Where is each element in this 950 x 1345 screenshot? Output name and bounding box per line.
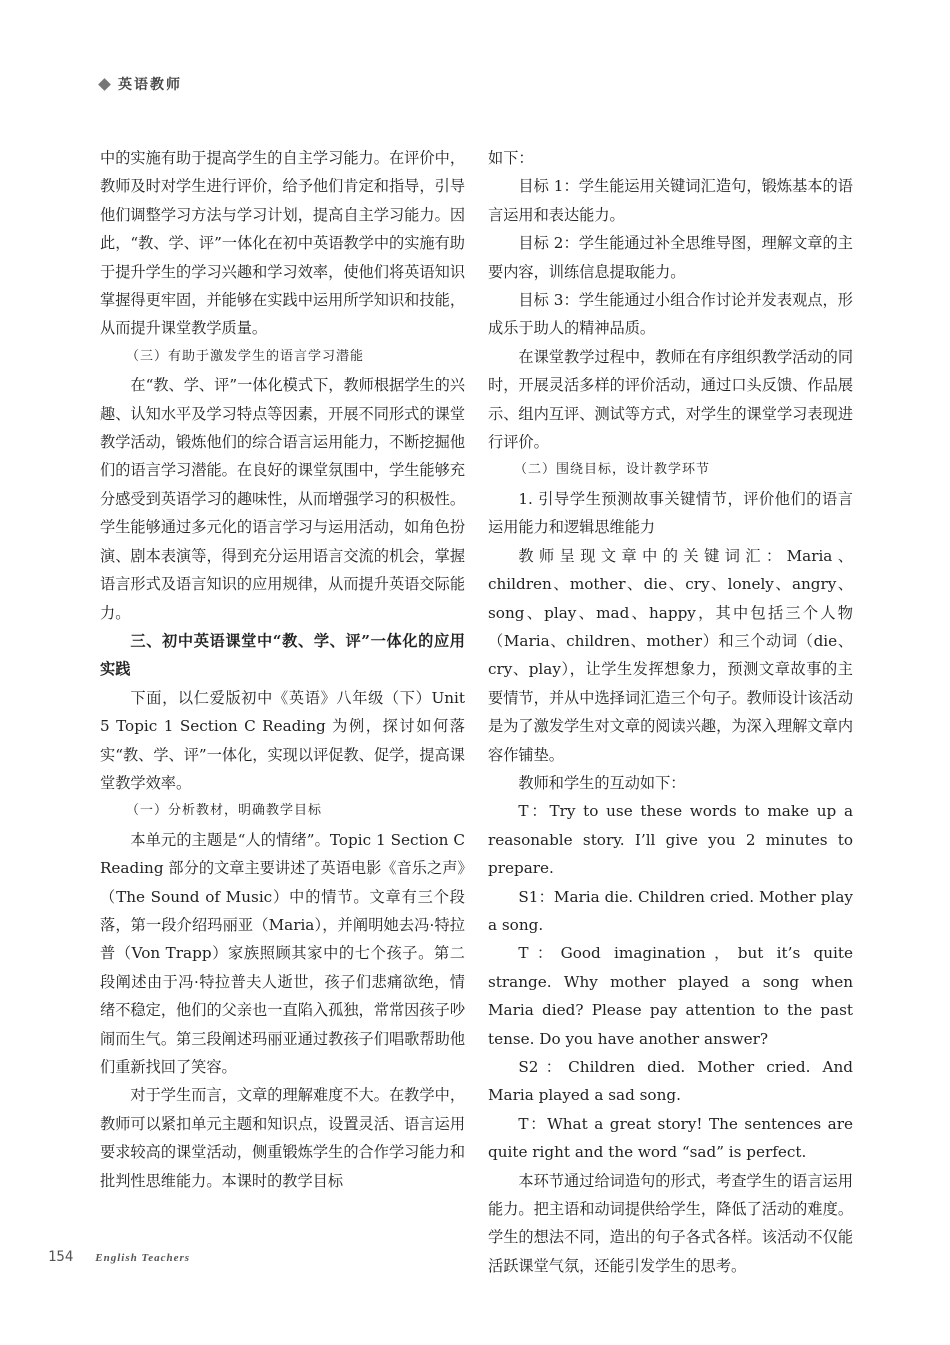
paragraph: 教师呈现文章中的关键词汇：Maria、children、mother、die、cry、lonely、angry、song、play、mad、happy，其中包括三个人物（Maria、children、mother）和三个动词（die、cry、play），让学生发挥想象力，预测文章故事的主要情节，并从中选择词汇造三个句子。教师设计该活动是为了激发学生对文章的阅读兴趣，为深入理解文章内容作铺垫。 xyxy=(488,546,853,764)
paragraph: 下面，以仁爱版初中《英语》八年级（下）Unit 5 Topic 1 Section C Reading 为例，探讨如何落实“教、学、评”一体化，实现以评促教、促学，提高课堂教学效率。 xyxy=(100,688,465,792)
dialogue-line: T：What a great story! The sentences are quite right and the word “sad” is perfect. xyxy=(488,1114,853,1162)
diamond-icon xyxy=(98,78,111,91)
page-number: 154 xyxy=(48,1249,74,1265)
paragraph: 本单元的主题是“人的情绪”。Topic 1 Section C Reading 部分的文章主要讲述了英语电影《音乐之声》（The Sound of Music）中的情节。文章有三个段落，第一段介绍玛丽亚（Maria），并阐明她去冯·特拉普（Von Trapp）家族照顾其家中的七个孩子。第二段阐述由于冯·特拉普夫人逝世，孩子们悲痛欲绝，情绪不稳定，他们的父亲也一直陷入孤独，常常因孩子吵闹而生气。第三段阐述玛丽亚通过教孩子们唱歌帮助他们重新找回了笑容。 xyxy=(100,830,465,1076)
right-column xyxy=(488,144,853,1280)
dialogue-line: T：Try to use these words to make up a reasonable story. I’ll give you 2 minutes to prepare. xyxy=(488,802,853,878)
section-subheading: （三）有助于激发学生的语言学习潜能 xyxy=(126,348,365,364)
objective-paragraph: 目标 3：学生能通过小组合作讨论并发表观点，形成乐于助人的精神品质。 xyxy=(488,291,853,338)
running-header xyxy=(100,74,182,94)
paragraph: 对于学生而言，文章的理解难度不大。在教学中，教师可以紧扣单元主题和知识点，设置灵活、语言运用要求较高的课堂活动，侧重锻炼学生的合作学习能力和批判性思维能力。本课时的教学目标 xyxy=(100,1086,465,1190)
section-subheading: （二）围绕目标，设计教学环节 xyxy=(514,462,711,478)
objective-paragraph: 目标 2：学生能通过补全思维导图，理解文章的主要内容，训练信息提取能力。 xyxy=(488,234,853,281)
paragraph: 教师和学生的互动如下： xyxy=(518,773,686,792)
left-column xyxy=(100,144,465,1195)
journal-name-en: English Teachers xyxy=(95,1252,191,1264)
paragraph: 1. 引导学生预测故事关键情节，评价他们的语言运用能力和逻辑思维能力 xyxy=(488,489,853,537)
dialogue-line: T：Good imagination，but it’s quite strange. Why mother played a song when Maria died? Please pay attention to the past tense. Do you have another answer? xyxy=(488,944,853,1048)
dialogue-line: S1：Maria die. Children cried. Mother play a song. xyxy=(488,887,853,934)
objective-paragraph: 目标 1：学生能运用关键词汇造句，锻炼基本的语言运用和表达能力。 xyxy=(488,177,853,224)
dialogue-line: S2：Children died. Mother cried. And Maria played a sad song. xyxy=(488,1058,853,1105)
page-footer xyxy=(48,1249,190,1265)
paragraph: 中的实施有助于提高学生的自主学习能力。在评价中，教师及时对学生进行评价，给予他们肯定和指导，引导他们调整学习方法与学习计划，提高自主学习能力。因此，“教、学、评”一体化在初中英语教学中的实施有助于提升学生的学习兴趣和学习效率，使他们将英语知识掌握得更牢固，并能够在实践中运用所学知识和技能，从而提升课堂教学质量。 xyxy=(100,149,465,338)
section-heading: 三、初中英语课堂中“教、学、评”一体化的应用实践 xyxy=(100,631,465,679)
section-subheading: （一）分析教材，明确教学目标 xyxy=(126,803,323,819)
paragraph: 在课堂教学过程中，教师在有序组织教学活动的同时，开展灵活多样的评价活动，通过口头反馈、作品展示、组内互评、测试等方式，对学生的课堂学习表现进行评价。 xyxy=(488,347,853,452)
journal-title: 英语教师 xyxy=(118,77,182,93)
paragraph: 如下： xyxy=(488,149,534,167)
paragraph: 本环节通过给词造句的形式，考查学生的语言运用能力。把主语和动词提供给学生，降低了活动的难度。学生的想法不同，造出的句子各式各样。该活动不仅能活跃课堂气氛，还能引发学生的思考。 xyxy=(488,1171,853,1275)
paragraph: 在“教、学、评”一体化模式下，教师根据学生的兴趣、认知水平及学习特点等因素，开展不同形式的课堂教学活动，锻炼他们的综合语言运用能力，不断挖掘他们的语言学习潜能。在良好的课堂氛围中，学生能够充分感受到英语学习的趣味性，从而增强学习的积极性。学生能够通过多元化的语言学习与运用活动，如角色扮演、剧本表演等，得到充分运用语言交流的机会，掌握语言形式及语言知识的应用规律，从而提升英语交际能力。 xyxy=(100,376,465,622)
